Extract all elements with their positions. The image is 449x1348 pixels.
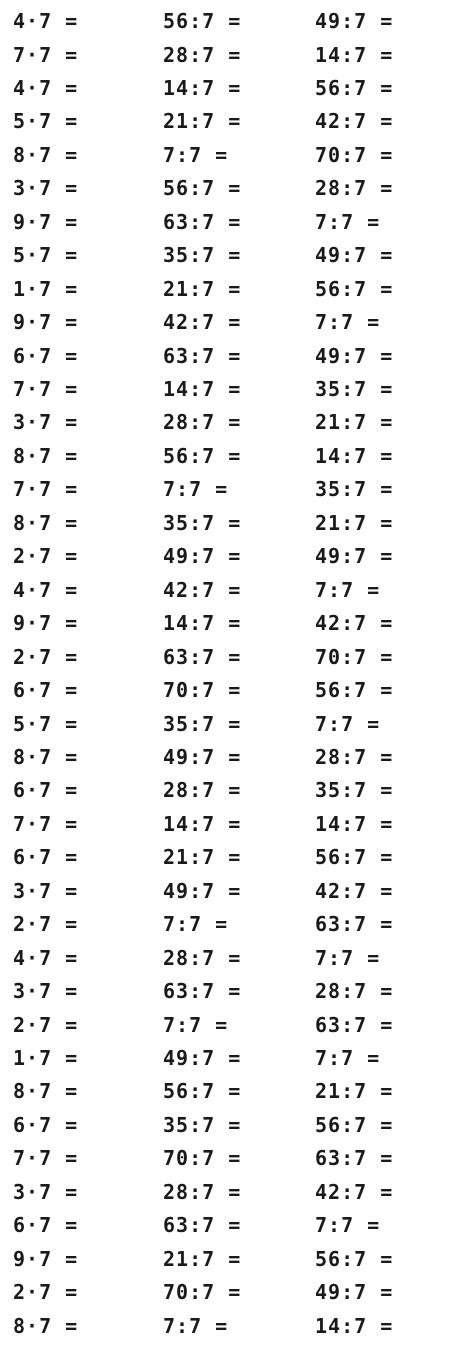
problem-row xyxy=(0,340,449,373)
multiplication-problem: 6·7 = xyxy=(13,845,79,870)
problem-row xyxy=(0,306,449,339)
multiplication-problem: 4·7 = xyxy=(13,945,79,970)
multiplication-problem: 2·7 = xyxy=(13,544,79,569)
division-problem: 56:7 = xyxy=(315,1246,394,1271)
division-problem: 49:7 = xyxy=(163,1046,242,1070)
division-problem: 14:7 = xyxy=(315,42,394,67)
division-problem: 14:7 = xyxy=(315,1313,394,1338)
multiplication-problem: 7·7 = xyxy=(13,811,79,836)
division-problem: 63:7 = xyxy=(163,209,242,234)
problem-row xyxy=(0,406,449,439)
problem-row xyxy=(0,708,449,741)
division-problem: 7:7 = xyxy=(315,209,381,234)
problem-row xyxy=(0,875,449,908)
multiplication-problem: 6·7 = xyxy=(13,678,79,702)
problem-row xyxy=(0,1109,449,1142)
multiplication-problem: 3·7 = xyxy=(13,1179,79,1204)
problem-row xyxy=(0,172,449,205)
division-problem: 7:7 = xyxy=(163,1012,229,1037)
problem-row xyxy=(0,473,449,506)
problem-row xyxy=(0,975,449,1008)
division-problem: 56:7 = xyxy=(163,9,242,33)
division-problem: 28:7 = xyxy=(163,410,242,435)
problem-row xyxy=(0,1042,449,1075)
division-problem: 49:7 = xyxy=(315,243,394,268)
division-problem: 56:7 = xyxy=(315,845,394,870)
problem-row xyxy=(0,440,449,473)
problem-row xyxy=(0,1009,449,1042)
division-problem: 7:7 = xyxy=(315,1213,381,1238)
division-problem: 7:7 = xyxy=(315,945,381,970)
division-problem: 63:7 = xyxy=(315,912,394,937)
multiplication-problem: 7·7 = xyxy=(13,477,79,502)
division-problem: 7:7 = xyxy=(163,142,229,167)
multiplication-problem: 7·7 = xyxy=(13,1146,79,1171)
division-problem: 42:7 = xyxy=(163,310,242,335)
division-problem: 21:7 = xyxy=(315,1079,394,1104)
multiplication-problem: 3·7 = xyxy=(13,176,79,201)
multiplication-problem: 8·7 = xyxy=(13,510,79,535)
division-problem: 63:7 = xyxy=(163,979,242,1004)
problem-row xyxy=(0,1176,449,1209)
multiplication-problem: 2·7 = xyxy=(13,644,79,669)
division-problem: 7:7 = xyxy=(315,1046,381,1070)
problem-row xyxy=(0,841,449,874)
division-problem: 42:7 = xyxy=(315,109,394,134)
division-problem: 14:7 = xyxy=(163,75,242,100)
division-problem: 35:7 = xyxy=(315,377,394,401)
problem-row xyxy=(0,1142,449,1175)
division-problem: 28:7 = xyxy=(315,979,394,1004)
division-problem: 49:7 = xyxy=(163,544,242,569)
division-problem: 49:7 = xyxy=(315,1280,394,1305)
division-problem: 35:7 = xyxy=(163,510,242,535)
division-problem: 56:7 = xyxy=(315,1112,394,1137)
division-problem: 7:7 = xyxy=(315,310,381,335)
multiplication-problem: 9·7 = xyxy=(13,1246,79,1271)
multiplication-problem: 6·7 = xyxy=(13,1213,79,1238)
multiplication-problem: 1·7 = xyxy=(13,276,79,301)
division-problem: 21:7 = xyxy=(163,845,242,870)
multiplication-problem: 8·7 = xyxy=(13,443,79,468)
division-problem: 14:7 = xyxy=(315,443,394,468)
division-problem: 21:7 = xyxy=(163,109,242,134)
division-problem: 56:7 = xyxy=(315,75,394,100)
division-problem: 14:7 = xyxy=(163,811,242,836)
multiplication-problem: 5·7 = xyxy=(13,109,79,134)
division-problem: 28:7 = xyxy=(315,744,394,769)
division-problem: 21:7 = xyxy=(315,410,394,435)
division-problem: 28:7 = xyxy=(163,1179,242,1204)
problem-row xyxy=(0,1209,449,1242)
multiplication-problem: 4·7 = xyxy=(13,9,79,33)
problem-row xyxy=(0,105,449,138)
multiplication-problem: 6·7 = xyxy=(13,778,79,803)
division-problem: 35:7 = xyxy=(315,778,394,803)
problem-row xyxy=(0,1310,449,1343)
problem-row xyxy=(0,273,449,306)
multiplication-problem: 9·7 = xyxy=(13,310,79,335)
division-problem: 21:7 = xyxy=(163,276,242,301)
division-problem: 35:7 = xyxy=(163,711,242,736)
problem-row xyxy=(0,607,449,640)
division-problem: 35:7 = xyxy=(163,243,242,268)
multiplication-problem: 2·7 = xyxy=(13,1012,79,1037)
multiplication-problem: 8·7 = xyxy=(13,1079,79,1104)
problem-row xyxy=(0,72,449,105)
division-problem: 21:7 = xyxy=(163,1246,242,1271)
multiplication-problem: 2·7 = xyxy=(13,1280,79,1305)
multiplication-problem: 7·7 = xyxy=(13,377,79,401)
problem-row xyxy=(0,5,449,38)
problem-row xyxy=(0,741,449,774)
division-problem: 63:7 = xyxy=(163,644,242,669)
multiplication-problem: 6·7 = xyxy=(13,1112,79,1137)
problem-row xyxy=(0,1243,449,1276)
division-problem: 70:7 = xyxy=(163,678,242,702)
multiplication-problem: 2·7 = xyxy=(13,912,79,937)
multiplication-problem: 9·7 = xyxy=(13,611,79,636)
division-problem: 49:7 = xyxy=(163,878,242,903)
division-problem: 56:7 = xyxy=(163,1079,242,1104)
division-problem: 35:7 = xyxy=(163,1112,242,1137)
division-problem: 70:7 = xyxy=(163,1146,242,1171)
multiplication-problem: 7·7 = xyxy=(13,42,79,67)
division-problem: 49:7 = xyxy=(315,9,394,33)
problem-row xyxy=(0,540,449,573)
division-problem: 28:7 = xyxy=(163,945,242,970)
division-problem: 56:7 = xyxy=(315,276,394,301)
division-problem: 42:7 = xyxy=(315,1179,394,1204)
division-problem: 42:7 = xyxy=(163,577,242,602)
division-problem: 63:7 = xyxy=(163,343,242,368)
division-problem: 49:7 = xyxy=(315,343,394,368)
division-problem: 70:7 = xyxy=(315,644,394,669)
division-problem: 14:7 = xyxy=(163,611,242,636)
problem-row xyxy=(0,1075,449,1108)
division-problem: 7:7 = xyxy=(315,577,381,602)
division-problem: 49:7 = xyxy=(315,544,394,569)
problem-row xyxy=(0,139,449,172)
multiplication-problem: 4·7 = xyxy=(13,577,79,602)
multiplication-problem: 8·7 = xyxy=(13,142,79,167)
multiplication-problem: 3·7 = xyxy=(13,410,79,435)
division-problem: 56:7 = xyxy=(163,443,242,468)
division-problem: 63:7 = xyxy=(315,1012,394,1037)
problem-row xyxy=(0,674,449,707)
division-problem: 35:7 = xyxy=(315,477,394,502)
multiplication-problem: 3·7 = xyxy=(13,979,79,1004)
problem-row xyxy=(0,808,449,841)
multiplication-problem: 3·7 = xyxy=(13,878,79,903)
multiplication-problem: 6·7 = xyxy=(13,343,79,368)
problem-row xyxy=(0,774,449,807)
division-problem: 14:7 = xyxy=(163,377,242,401)
division-problem: 21:7 = xyxy=(315,510,394,535)
multiplication-problem: 9·7 = xyxy=(13,209,79,234)
multiplication-problem: 5·7 = xyxy=(13,711,79,736)
division-problem: 49:7 = xyxy=(163,744,242,769)
problem-row xyxy=(0,507,449,540)
multiplication-problem: 5·7 = xyxy=(13,243,79,268)
division-problem: 70:7 = xyxy=(315,142,394,167)
division-problem: 7:7 = xyxy=(163,912,229,937)
problem-row xyxy=(0,942,449,975)
multiplication-problem: 4·7 = xyxy=(13,75,79,100)
division-problem: 28:7 = xyxy=(163,42,242,67)
division-problem: 63:7 = xyxy=(315,1146,394,1171)
problem-row xyxy=(0,1276,449,1309)
problem-row xyxy=(0,39,449,72)
division-problem: 63:7 = xyxy=(163,1213,242,1238)
division-problem: 42:7 = xyxy=(315,878,394,903)
multiplication-problem: 1·7 = xyxy=(13,1046,79,1070)
division-problem: 70:7 = xyxy=(163,1280,242,1305)
problem-row xyxy=(0,206,449,239)
division-problem: 7:7 = xyxy=(163,477,229,502)
division-problem: 7:7 = xyxy=(163,1313,229,1338)
division-problem: 7:7 = xyxy=(315,711,381,736)
problem-row xyxy=(0,239,449,272)
division-problem: 28:7 = xyxy=(163,778,242,803)
problem-row xyxy=(0,574,449,607)
division-problem: 28:7 = xyxy=(315,176,394,201)
multiplication-problem: 8·7 = xyxy=(13,1313,79,1338)
division-problem: 56:7 = xyxy=(163,176,242,201)
problem-row xyxy=(0,373,449,406)
division-problem: 56:7 = xyxy=(315,678,394,702)
problem-row xyxy=(0,908,449,941)
multiplication-problem: 8·7 = xyxy=(13,744,79,769)
division-problem: 14:7 = xyxy=(315,811,394,836)
problem-row xyxy=(0,641,449,674)
division-problem: 42:7 = xyxy=(315,611,394,636)
